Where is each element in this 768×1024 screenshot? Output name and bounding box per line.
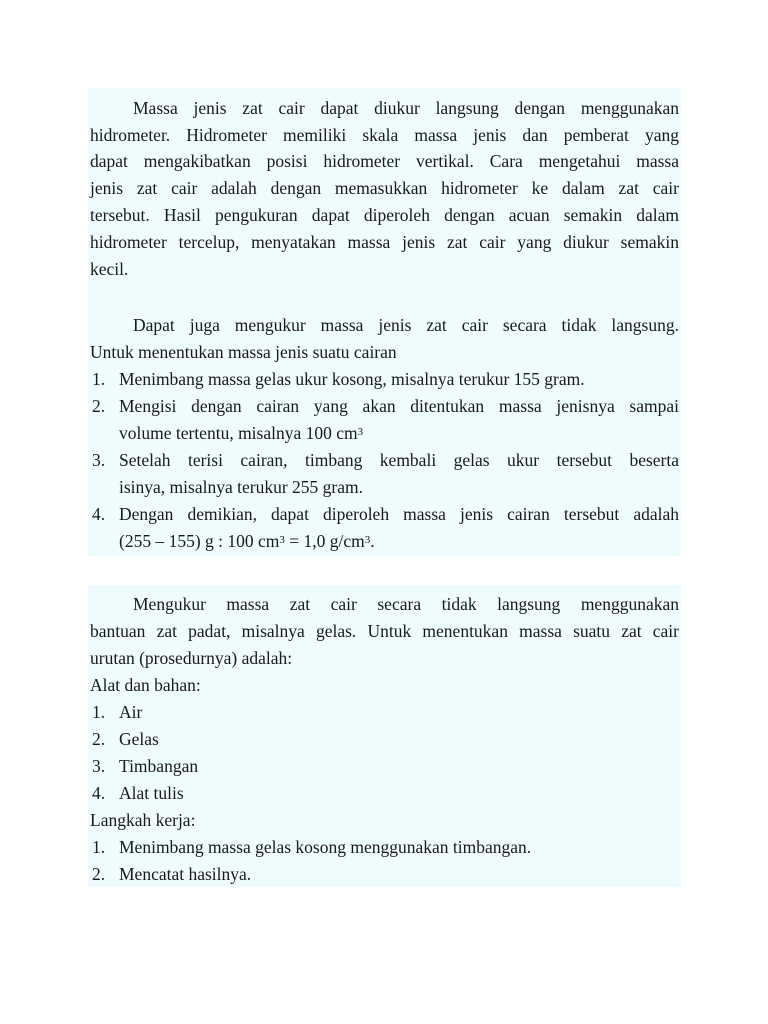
- text-line: kecil.: [90, 259, 129, 279]
- text-line: urutan (prosedurnya) adalah:: [90, 648, 293, 668]
- list-item: 1. Air: [92, 702, 143, 722]
- list-number: 1.: [92, 369, 106, 389]
- text-line: hidrometer tercelup, menyatakan massa jenis zat cair yang diukur semakin: [90, 232, 679, 252]
- list-text: Dengan demikian, dapat diperoleh massa jenis cairan tersebut adalah: [119, 504, 679, 524]
- text-line: bantuan zat padat, misalnya gelas. Untuk menentukan massa suatu zat cair: [90, 621, 679, 641]
- formula-line: [90, 528, 679, 555]
- list-item: 3. Timbangan: [92, 756, 199, 776]
- text-line: Dapat juga mengukur massa jenis zat cair secara tidak langsung.: [133, 315, 679, 335]
- list-item: 2. Gelas: [92, 729, 159, 749]
- text-line: dapat mengakibatkan posisi hidrometer vertikal. Cara mengetahui massa: [90, 151, 679, 171]
- list-number: 3.: [92, 450, 106, 470]
- text-line: Mengukur massa zat cair secara tidak langsung menggunakan: [133, 594, 679, 614]
- list-item: 2. Mencatat hasilnya.: [92, 864, 252, 884]
- list-text: Setelah terisi cairan, timbang kembali gelas ukur tersebut beserta: [119, 450, 679, 470]
- superscript: 3: [357, 426, 364, 438]
- list-text: isinya, misalnya terukur 255 gram.: [119, 477, 363, 497]
- formula: (255 – 155) g : 100 $cm^3 = 1,0$ $g/cm^3$.: [119, 531, 375, 551]
- list-item: [90, 501, 679, 528]
- list-item: [90, 393, 679, 420]
- steps-heading: Langkah kerja:: [90, 810, 196, 830]
- list-item: 1. Menimbang massa gelas kosong menggunakan timbangan.: [92, 837, 532, 857]
- text-line: jenis zat cair adalah dengan memasukkan hidrometer ke dalam zat cair: [90, 178, 679, 198]
- list-text: Mengisi dengan cairan yang akan ditentukan massa jenisnya sampai: [119, 396, 679, 416]
- list-text: volume tertentu, misalnya 100 cm: [119, 423, 358, 443]
- list-text: Menimbang massa gelas ukur kosong, misalnya terukur 155 gram.: [119, 369, 585, 389]
- list-number: 2.: [92, 396, 106, 416]
- list-item: [90, 447, 679, 474]
- list-item: 4. Alat tulis: [92, 783, 184, 803]
- text-line: Massa jenis zat cair dapat diukur langsung dengan menggunakan: [133, 98, 679, 118]
- text-line: tersebut. Hasil pengukuran dapat diperoleh dengan acuan semakin dalam: [90, 205, 679, 225]
- text-block-1: [88, 88, 681, 556]
- list-item: [90, 366, 679, 393]
- tools-heading: Alat dan bahan:: [90, 675, 201, 695]
- text-line: hidrometer. Hidrometer memiliki skala massa jenis dan pemberat yang: [90, 125, 679, 145]
- list-item-continuation: [90, 474, 679, 501]
- list-item-continuation: [90, 420, 679, 447]
- text-line: Untuk menentukan massa jenis suatu cairan: [90, 342, 397, 362]
- text-block-2: [88, 585, 681, 887]
- list-number: 4.: [92, 504, 106, 524]
